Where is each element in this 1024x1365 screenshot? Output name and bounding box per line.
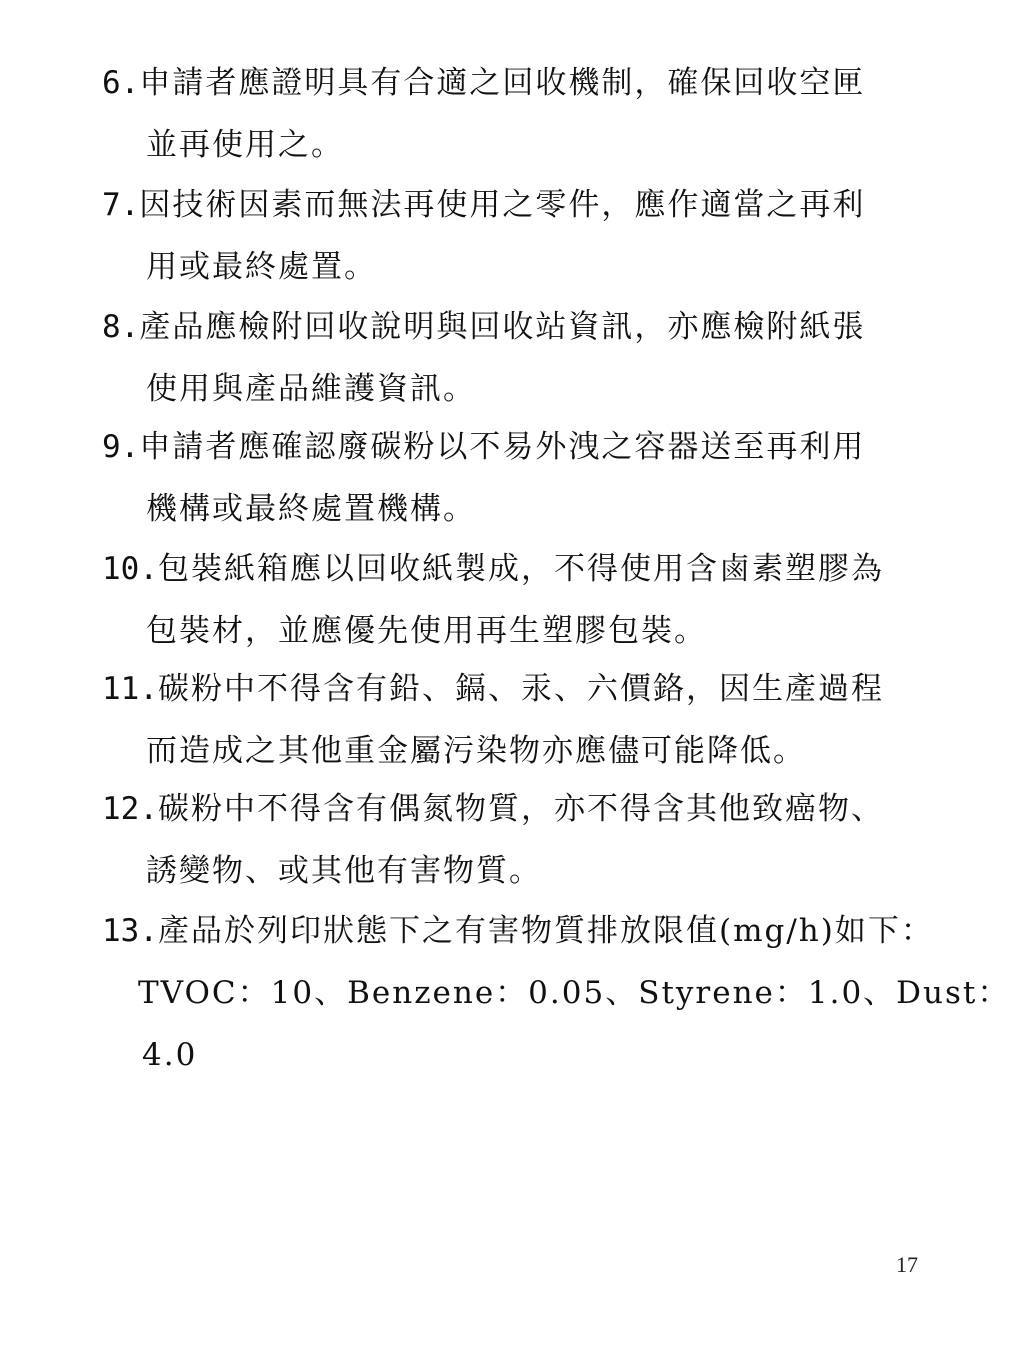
list-item-continuation: 而造成之其他重金屬污染物亦應儘可能降低。 bbox=[146, 733, 806, 769]
list-item-line bbox=[102, 416, 982, 478]
list-item-number: 13. bbox=[102, 913, 158, 949]
list-item-number: 12. bbox=[102, 791, 158, 827]
list-item-text: 產品應檢附回收說明與回收站資訊，亦應檢附紙張 bbox=[139, 309, 866, 345]
list-item-text: 包裝紙箱應以回收紙製成，不得使用含鹵素塑膠為 bbox=[158, 551, 884, 587]
list-item-number: 11. bbox=[102, 671, 158, 707]
list-item-text: 碳粉中不得含有偶氮物質，亦不得含其他致癌物、 bbox=[158, 791, 884, 827]
emission-limits-continuation: 4.0 bbox=[142, 1037, 198, 1073]
list-item-continuation: 機構或最終處置機構。 bbox=[146, 491, 476, 527]
list-item-number: 9. bbox=[102, 429, 140, 465]
list-item-line bbox=[102, 900, 982, 962]
list-item-line bbox=[102, 52, 982, 114]
list-item-9 bbox=[102, 416, 982, 540]
list-item-number: 6. bbox=[102, 65, 140, 101]
list-item-line bbox=[102, 778, 982, 840]
list-item-text: 申請者應證明具有合適之回收機制，確保回收空匣 bbox=[139, 65, 866, 101]
list-item-10 bbox=[102, 538, 982, 662]
list-item-12 bbox=[102, 778, 982, 902]
list-item-number: 8. bbox=[102, 309, 140, 345]
list-item-continuation: 使用與產品維護資訊。 bbox=[146, 371, 476, 407]
list-item-text: 碳粉中不得含有鉛、鎘、汞、六價鉻，因生產過程 bbox=[158, 671, 884, 707]
list-item-11 bbox=[102, 658, 982, 782]
list-item-13 bbox=[102, 900, 1011, 1086]
list-item-continuation: 誘變物、或其他有害物質。 bbox=[146, 853, 542, 889]
emission-limits-line: TVOC：10、Benzene：0.05、Styrene：1.0、Dust： bbox=[138, 975, 1011, 1011]
list-item-8 bbox=[102, 296, 982, 420]
list-item-continuation: 包裝材，並應優先使用再生塑膠包裝。 bbox=[146, 613, 707, 649]
list-item-7 bbox=[102, 174, 982, 298]
list-item-continuation: 用或最終處置。 bbox=[146, 249, 377, 285]
list-item-text: 產品於列印狀態下之有害物質排放限值(mg/h)如下： bbox=[158, 913, 934, 949]
list-item-text: 因技術因素而無法再使用之零件，應作適當之再利 bbox=[139, 187, 866, 223]
list-item-continuation: 並再使用之。 bbox=[146, 127, 344, 163]
list-item-line bbox=[102, 658, 982, 720]
list-item-text: 申請者應確認廢碳粉以不易外洩之容器送至再利用 bbox=[139, 429, 866, 465]
list-item-line bbox=[102, 538, 982, 600]
list-item-line bbox=[102, 174, 982, 236]
list-item-number: 7. bbox=[102, 187, 140, 223]
page-number: 17 bbox=[896, 1252, 918, 1277]
list-item-line bbox=[102, 296, 982, 358]
list-item-6 bbox=[102, 52, 982, 176]
list-item-number: 10. bbox=[102, 551, 158, 587]
